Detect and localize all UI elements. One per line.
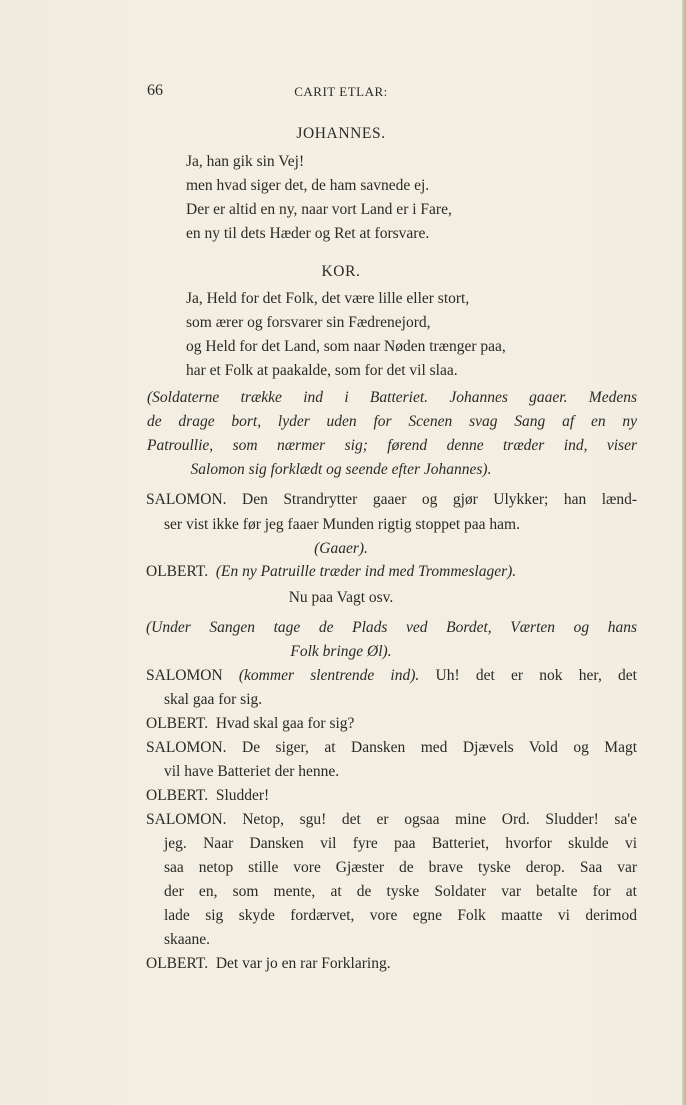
dialogue-line: saa netop stille vore Gjæster de brave tyske derop. Saa var	[164, 859, 637, 876]
dialogue-line: OLBERT. Hvad skal gaa for sig?	[146, 715, 355, 732]
dialogue-line: vil have Batteriet der henne.	[164, 763, 340, 780]
dialogue-line: lade sig skyde fordærvet, vore egne Folk maatte vi derimod	[164, 907, 637, 924]
running-title: CARIT ETLAR:	[294, 84, 388, 99]
verse-line: Der er altid en ny, naar vort Land er i Fare,	[186, 201, 452, 218]
speaker-name: OLBERT.	[146, 563, 209, 580]
dialogue-line: der en, som mente, at de tyske Soldater var betalte for at	[164, 883, 637, 900]
dialogue-line: SALOMON (kommer slentrende ind). Uh! det er nok her, det	[146, 667, 637, 684]
verse-line: men hvad siger det, de ham savnede ej.	[186, 177, 430, 194]
verse-line: har et Folk at paakalde, som for det vil slaa.	[186, 362, 458, 379]
speaker-name: OLBERT.	[146, 955, 209, 972]
dialogue-line: skal gaa for sig.	[164, 691, 263, 708]
dialogue-line: OLBERT. Sludder!	[146, 787, 270, 804]
speaker-name: SALOMON.	[146, 491, 227, 508]
speaker-name: SALOMON	[146, 667, 223, 684]
stage-direction-line: Patroullie, som nærmer sig; førend denne træder ind, viser	[147, 437, 637, 454]
stage-direction-line: Folk bringe Øl).	[290, 643, 392, 660]
speaker-name: OLBERT.	[146, 787, 209, 804]
verse-line: og Held for det Land, som naar Nøden trænger paa,	[186, 338, 506, 355]
speaker-heading-kor: KOR.	[321, 263, 361, 280]
page-number: 66	[147, 82, 163, 99]
stage-direction-line: (Soldaterne trække ind i Batteriet. Johannes gaaer. Medens	[147, 389, 637, 406]
stage-direction: (Gaaer).	[314, 540, 368, 557]
dialogue-line: skaane.	[164, 931, 211, 948]
page-edge	[682, 0, 686, 1105]
verse-line: som ærer og forsvarer sin Fædrenejord,	[186, 314, 431, 331]
stage-direction-line: Salomon sig forklædt og seende efter Johannes).	[190, 461, 492, 478]
dialogue-line: SALOMON. De siger, at Dansken med Djævels Vold og Magt	[146, 739, 638, 756]
dialogue-line: OLBERT. Det var jo en rar Forklaring.	[146, 955, 391, 972]
dialogue-line: ser vist ikke før jeg faaer Munden rigtig stoppet paa ham.	[164, 516, 520, 533]
verse-line: en ny til dets Hæder og Ret at forsvare.	[186, 225, 430, 242]
verse-line: Ja, han gik sin Vej!	[186, 153, 305, 170]
stage-direction-line: de drage bort, lyder uden for Scenen svag Sang af en ny	[147, 413, 637, 430]
stage-direction-line: (Under Sangen tage de Plads ved Bordet, Værten og hans	[146, 619, 637, 636]
dialogue-line: SALOMON. Den Strandrytter gaaer og gjør Ulykker; han lænd-	[146, 491, 637, 508]
speaker-name: SALOMON.	[146, 811, 227, 828]
speaker-heading-johannes: JOHANNES.	[296, 125, 386, 142]
speaker-name: OLBERT.	[146, 715, 209, 732]
speaker-name: SALOMON.	[146, 739, 227, 756]
song-cue: Nu paa Vagt osv.	[288, 589, 394, 606]
dialogue-line: jeg. Naar Dansken vil fyre paa Batteriet, hvorfor skulde vi	[164, 835, 637, 852]
dialogue-line: SALOMON. Netop, sgu! det er ogsaa mine Ord. Sludder! sa'e	[146, 811, 638, 828]
verse-line: Ja, Held for det Folk, det være lille eller stort,	[186, 290, 470, 307]
dialogue-line: OLBERT. (En ny Patruille træder ind med Trommeslager).	[146, 563, 517, 580]
